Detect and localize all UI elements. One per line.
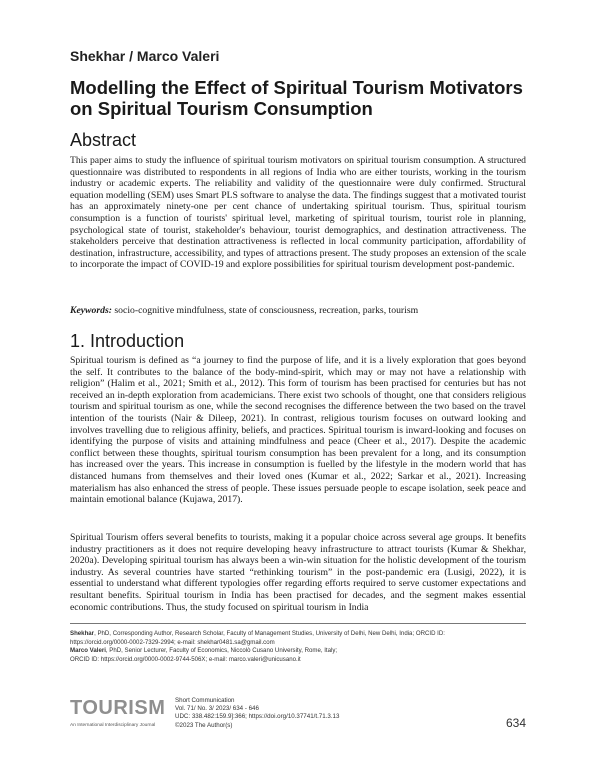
footnote-author2-orcid[interactable]: ORCID ID: https://orcid.org/0000-0002-9744-506X; e-mail: marco.valeri@unicusano.it — [70, 656, 301, 664]
author-line: Shekhar / Marco Valeri — [70, 48, 220, 64]
abstract-heading: Abstract — [70, 130, 137, 150]
footnote-author2 — [70, 647, 540, 656]
publication-info-line: Short Communication — [175, 697, 235, 704]
keywords-label: Keywords: — [70, 305, 112, 316]
footnote-author1 — [70, 630, 540, 639]
publication-info-line: Vol. 71/ No. 3/ 2023/ 634 - 646 — [175, 705, 259, 713]
introduction-paragraph: Spiritual tourism is defined as “a journey to find the purpose of life, and it is a lively exploration that goes beyond the self. It contributes to the balance of the body-mind-spirit, which may or may not have a relationship with religion” (Halim et al., 2021; Smith et al., 2012). This form of tourism has been practised for centuries but has not received an in-depth exploration from academicians. There exist two schools of thought, one that considers religious tourism and spiritual tourism as one, while the second recognises the difference between the two based on the travel intention of the tourists (Nair & Dileep, 2021). In contrast, religious tourism focuses on outward looking and involves travelling due to religious affinity, beliefs, and practices. Spiritual tourism is inward-looking and focuses on identifying the purpose of visits and attaining mindfulness and peace (Cheer et al., 2017). Despite the academic conflict between these thoughts, spiritual tourism consumption has been prevalent for a long, and its consumption has increased over the years. This increase in consumption is fuelled by the lifestyle in the modern world that has distanced humans from themselves and their loved ones (Kumar et al., 2022; Sarkar et al., 2021). Increasing materialism has also enhanced the stress of people. These issues persuade people to escape isolation, seek peace and maintain emotional balance (Kujawa, 2017). — [70, 355, 526, 506]
abstract-text: This paper aims to study the influence of spiritual tourism motivators on spiritual tourism consumption. A structured questionnaire was distributed to respondents in all regions of India who are either tourists, working in the tourism industry or academic experts. The reliability and validity of the questionnaire were duly confirmed. Structural equation modelling (SEM) uses Smart PLS software to analyse the data. The findings suggest that a motivated tourist has an approximately ninety-one per cent chance of undertaking spiritual tourism. Thus, spiritual tourism consumption is a function of tourists' spiritual level, marketing of spiritual tourism, tourist role in planning, psychological state of tourist, stakeholder's behaviour, tourist demographics, and destination attractiveness. The stakeholders perceive that destination attractiveness is reflected in local community participation, affordability of destination, infrastructure, accessibility, and types of attractions present. The study proposes an extension of the scale to incorporate the impact of COVID-19 and explore possibilities for spiritual tourism development post-pandemic. — [70, 155, 526, 271]
footnote-divider — [70, 623, 526, 624]
keywords-text: socio-cognitive mindfulness, state of consciousness, recreation, parks, tourism — [111, 305, 419, 316]
footnote-author2-affiliation: , PhD, Senior Lecturer, Faculty of Economics, Niccolò Cusano University, Rome, Italy; — [105, 647, 338, 655]
publication-info-line[interactable]: UDC: 338.482:159.9]:366; https://doi.org/10.37741/t.71.3.13 — [175, 713, 340, 721]
keywords-line — [70, 305, 526, 317]
page-number: 634 — [505, 716, 526, 730]
author-footnotes — [70, 630, 540, 665]
publication-info — [175, 697, 339, 730]
footnote-author1-affiliation: , PhD, Corresponding Author, Research Scholar, Faculty of Management Studies, University of Delhi, New Delhi, India; ORCID ID: — [94, 630, 445, 637]
journal-logo: TOURISM — [70, 697, 166, 719]
page-footer — [70, 697, 526, 743]
footnote-author1-orcid[interactable]: https://orcid.org/0000-0002-7329-2994; e-mail: shekhar0481.sa@gmail.com — [70, 638, 275, 646]
footnote-author2-name: Marco Valeri — [70, 647, 106, 655]
introduction-paragraph: Spiritual Tourism offers several benefits to tourists, making it a popular choice across several age groups. It benefits industry practitioners as it does not require developing heavy infrastructure to attract tourists (Kumar & Shekhar, 2020a). Developing spiritual tourism has always been a win-win situation for the holistic development of the tourism industry. As several countries have started “rethinking tourism” in the post-pandemic era (Lusigi, 2022), it is essential to understand what different typologies offer regarding efforts required to serve customer expectations and resultant benefits. Spiritual tourism in India has been practised for decades, and the segment makes essential economic contributions. Thus, the study focused on spiritual tourism in India — [70, 532, 526, 613]
footnote-author1-name: Shekhar — [70, 630, 95, 637]
introduction-heading: 1. Introduction — [70, 331, 185, 351]
publication-info-line: ©2023 The Author(s) — [175, 721, 233, 729]
journal-logo-subtitle: An International Interdisciplinary Journal — [70, 723, 156, 728]
paper-title: Modelling the Effect of Spiritual Tourism Motivators on Spiritual Tourism Consumption — [70, 77, 523, 119]
